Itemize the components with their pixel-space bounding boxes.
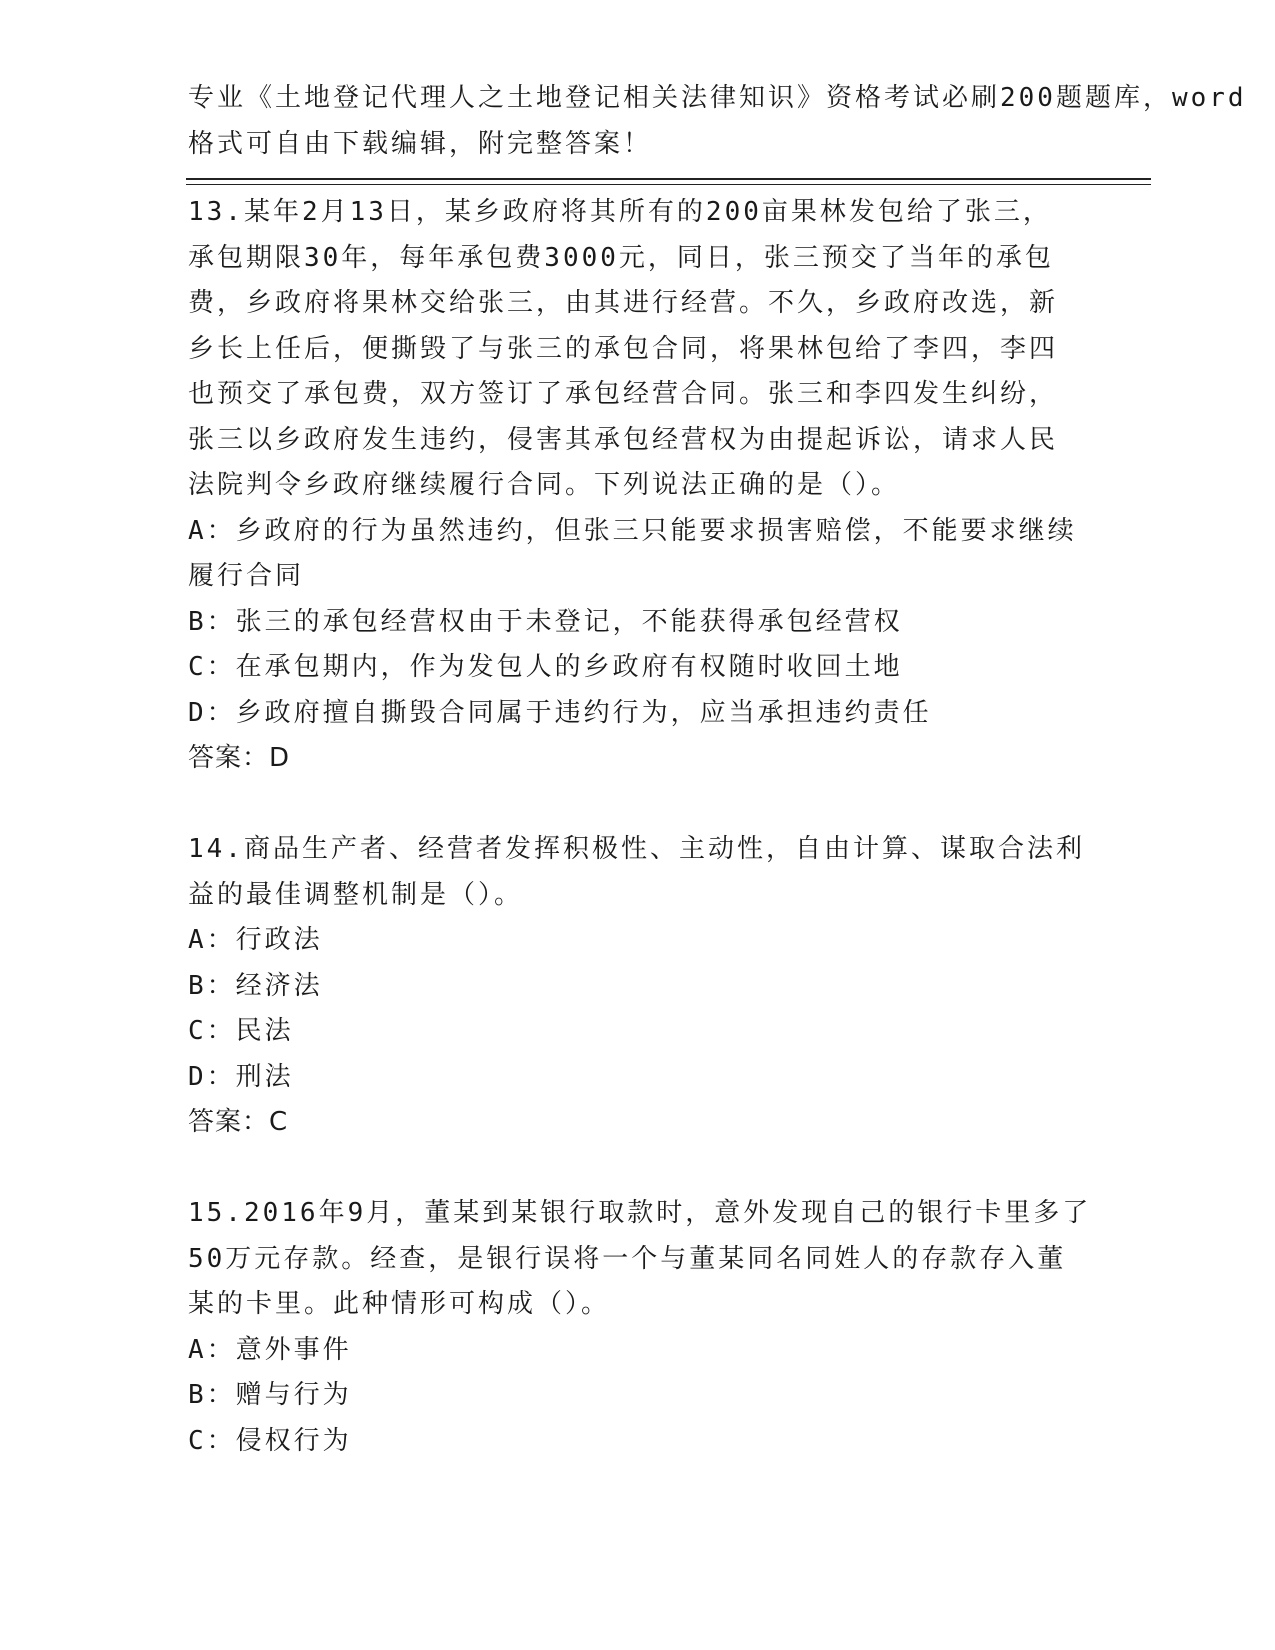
question-stem-line: 益的最佳调整机制是（）。 xyxy=(188,879,524,910)
option-a: A：意外事件 xyxy=(188,1334,352,1365)
header-line: 专业《土地登记代理人之土地登记相关法律知识》资格考试必刷200题题库，word xyxy=(188,83,1247,113)
option-b: B：赠与行为 xyxy=(188,1380,352,1410)
option-a: A：行政法 xyxy=(188,925,323,955)
question-13 xyxy=(188,190,1088,782)
question-stem-line: 承包期限30年，每年承包费3000元，同日，张三预交了当年的承包 xyxy=(188,242,1054,273)
option-b: B：经济法 xyxy=(188,970,323,1001)
question-stem-line: 乡长上任后，便撕毁了与张三的承包合同，将果林包给了李四，李四 xyxy=(188,333,1059,364)
question-list xyxy=(188,190,1092,1464)
option-c: C：侵权行为 xyxy=(188,1425,352,1456)
option-c: C：在承包期内，作为发包人的乡政府有权随时收回土地 xyxy=(188,652,903,682)
question-stem-line: 费，乡政府将果林交给张三，由其进行经营。不久，乡政府改选，新 xyxy=(188,288,1059,318)
question-stem-line: 也预交了承包费，双方签订了承包经营合同。张三和李四发生纠纷， xyxy=(188,379,1059,409)
header-divider-thick xyxy=(186,178,1151,180)
answer-label: 答案：C xyxy=(188,1107,289,1137)
header-divider-thin xyxy=(186,184,1151,185)
option-d: D：刑法 xyxy=(188,1061,294,1092)
question-stem-line: 14.商品生产者、经营者发挥积极性、主动性，自由计算、谋取合法利 xyxy=(188,834,1085,864)
question-spacer xyxy=(188,1146,1088,1192)
question-stem-line: 法院判令乡政府继续履行合同。下列说法正确的是（）。 xyxy=(188,470,901,500)
option-a: A：乡政府的行为虽然违约，但张三只能要求损害赔偿，不能要求继续 xyxy=(188,515,1077,546)
question-14 xyxy=(188,827,1088,1146)
question-stem-line: 张三以乡政府发生违约，侵害其承包经营权为由提起诉讼，请求人民 xyxy=(188,424,1059,455)
question-spacer xyxy=(188,782,1088,828)
document-header xyxy=(188,76,1247,167)
header-line: 格式可自由下载编辑，附完整答案！ xyxy=(188,128,653,159)
answer-label: 答案：D xyxy=(188,743,291,773)
question-stem-line: 13.某年2月13日，某乡政府将其所有的200亩果林发包给了张三， xyxy=(188,197,1052,227)
option-b: B：张三的承包经营权由于未登记，不能获得承包经营权 xyxy=(188,606,903,637)
question-15 xyxy=(188,1191,1092,1464)
option-a-continued: 履行合同 xyxy=(188,561,305,591)
option-d: D：乡政府擅自撕毁合同属于违约行为，应当承担违约责任 xyxy=(188,697,932,728)
question-stem-line: 15.2016年9月，董某到某银行取款时，意外发现自己的银行卡里多了 xyxy=(188,1198,1092,1228)
question-stem-line: 某的卡里。此种情形可构成（）。 xyxy=(188,1289,611,1319)
option-c: C：民法 xyxy=(188,1016,294,1046)
question-stem-line: 50万元存款。经查，是银行误将一个与董某同名同姓人的存款存入董 xyxy=(188,1243,1067,1274)
